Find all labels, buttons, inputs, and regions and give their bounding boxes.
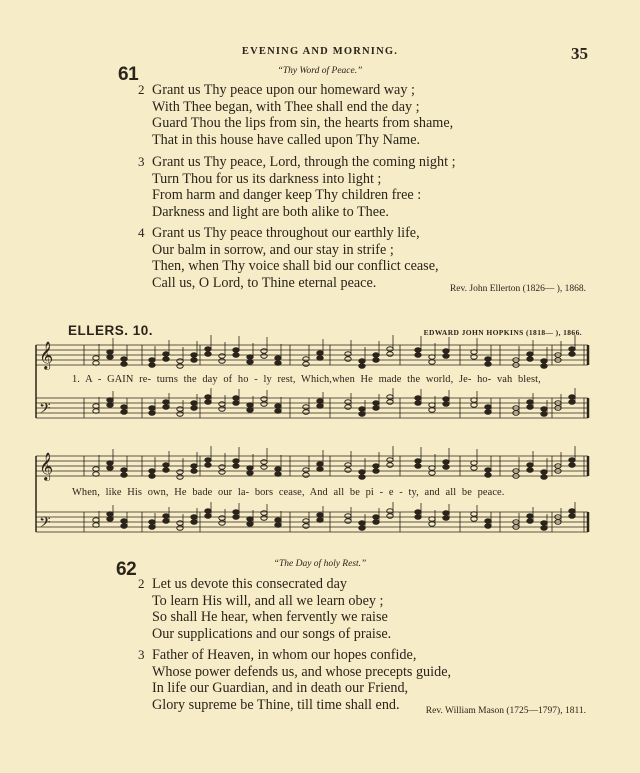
- hymn-62-subtitle: “The Day of holy Rest.”: [273, 559, 367, 569]
- stanza-line: To learn His will, and all we learn obey ;: [152, 592, 384, 609]
- hymn-61-author: Rev. John Ellerton (1826— ), 1868.: [449, 284, 586, 294]
- bass-clef-icon: 𝄢: [39, 514, 51, 535]
- running-header: EVENING AND MORNING.: [241, 46, 399, 57]
- stanza-line: Our supplications and our songs of praise.: [152, 625, 392, 642]
- stanza-line: Then, when Thy voice shall bid our conflict cease,: [152, 258, 439, 275]
- stanza-line: That in this house have called upon Thy Name.: [152, 131, 421, 148]
- page-number: 35: [571, 44, 588, 63]
- stanza-line: Our balm in sorrow, and our stay in strife ;: [152, 241, 394, 258]
- hymn-61-stanza-2: 2 Grant us Thy peace upon our homeward way ; With Thee began, with Thee shall end the day ; Guard Thou the lips from sin, the hearts from shame, That in this house have called upon Thy Name.: [138, 82, 454, 148]
- stanza-line: From harm and danger keep Thy children free :: [152, 187, 422, 204]
- stanza-line: Grant us Thy peace throughout our earthly life,: [152, 225, 420, 241]
- stanza-line: Guard Thou the lips from sin, the hearts from shame,: [152, 115, 454, 132]
- hymn-61-subtitle: “Thy Word of Peace.”: [277, 66, 363, 76]
- staff: [36, 388, 588, 421]
- staff: [36, 502, 588, 535]
- stanza-line: Glory supreme be Thine, till time shall end.: [152, 696, 400, 713]
- hymn-61-number: 61: [118, 64, 139, 85]
- stanza-line: Turn Thou for us its darkness into light ;: [152, 170, 382, 187]
- hymn-62-stanza-3: 3 Father of Heaven, in whom our hopes confide, Whose power defends us, and whose precepts guide, In life our Guardian, and in death our Friend, Glory supreme be Thine, till time shall end.: [138, 647, 452, 713]
- stanza-line: Let us devote this consecrated day: [152, 576, 348, 592]
- stanza-line: Darkness and light are both alike to Thee.: [152, 203, 389, 220]
- stanza-line: Grant us Thy peace, Lord, through the coming night ;: [152, 154, 456, 170]
- tune-name: ELLERS. 10.: [68, 323, 154, 338]
- lyrics-line-1: 1. A - GAIN re- turns the day of ho - ly rest, Which,when He made the world, Je- ho- vah blest,: [72, 374, 541, 385]
- stanza-line: Father of Heaven, in whom our hopes confide,: [152, 647, 417, 663]
- stanza-line: So shall He hear, when fervently we raise: [152, 609, 388, 626]
- lyrics-line-2: When, like His own, He bade our la- bors cease, And all be pi - e - ty, and all be peace.: [72, 487, 505, 498]
- hymn-62-stanza-2: 2 Let us devote this consecrated day To learn His will, and all we learn obey ; So shall He hear, when fervently we raise Our supplications and our songs of praise.: [138, 576, 392, 642]
- stanza-line: In life our Guardian, and in death our Friend,: [152, 680, 409, 697]
- stanza-line: With Thee began, with Thee shall end the day ;: [152, 98, 420, 115]
- stanza-line: Whose power defends us, and whose precepts guide,: [152, 663, 452, 680]
- staff: [36, 335, 588, 370]
- bass-clef-icon: 𝄢: [39, 400, 51, 421]
- staff: [36, 446, 588, 481]
- treble-clef-icon: 𝄞: [39, 341, 54, 369]
- tune-composer: EDWARD JOHN HOPKINS (1818— ), 1866.: [423, 328, 582, 337]
- hymn-61-stanza-3: 3 Grant us Thy peace, Lord, through the coming night ; Turn Thou for us its darkness into light ; From harm and danger keep Thy children free : Darkness and light are both alike to Thee.: [138, 154, 456, 220]
- stanza-line: Call us, O Lord, to Thine eternal peace.: [152, 274, 377, 291]
- stanza-line: Grant us Thy peace upon our homeward way ;: [152, 82, 415, 98]
- hymn-61-stanza-4: 4 Grant us Thy peace throughout our earthly life, Our balm in sorrow, and our stay in strife ; Then, when Thy voice shall bid our conflict cease, Call us, O Lord, to Thine eternal peace.: [138, 225, 439, 291]
- treble-clef-icon: 𝄞: [39, 452, 54, 480]
- hymn-62-number: 62: [116, 559, 137, 580]
- hymn-62-author: Rev. William Mason (1725—1797), 1811.: [425, 706, 586, 716]
